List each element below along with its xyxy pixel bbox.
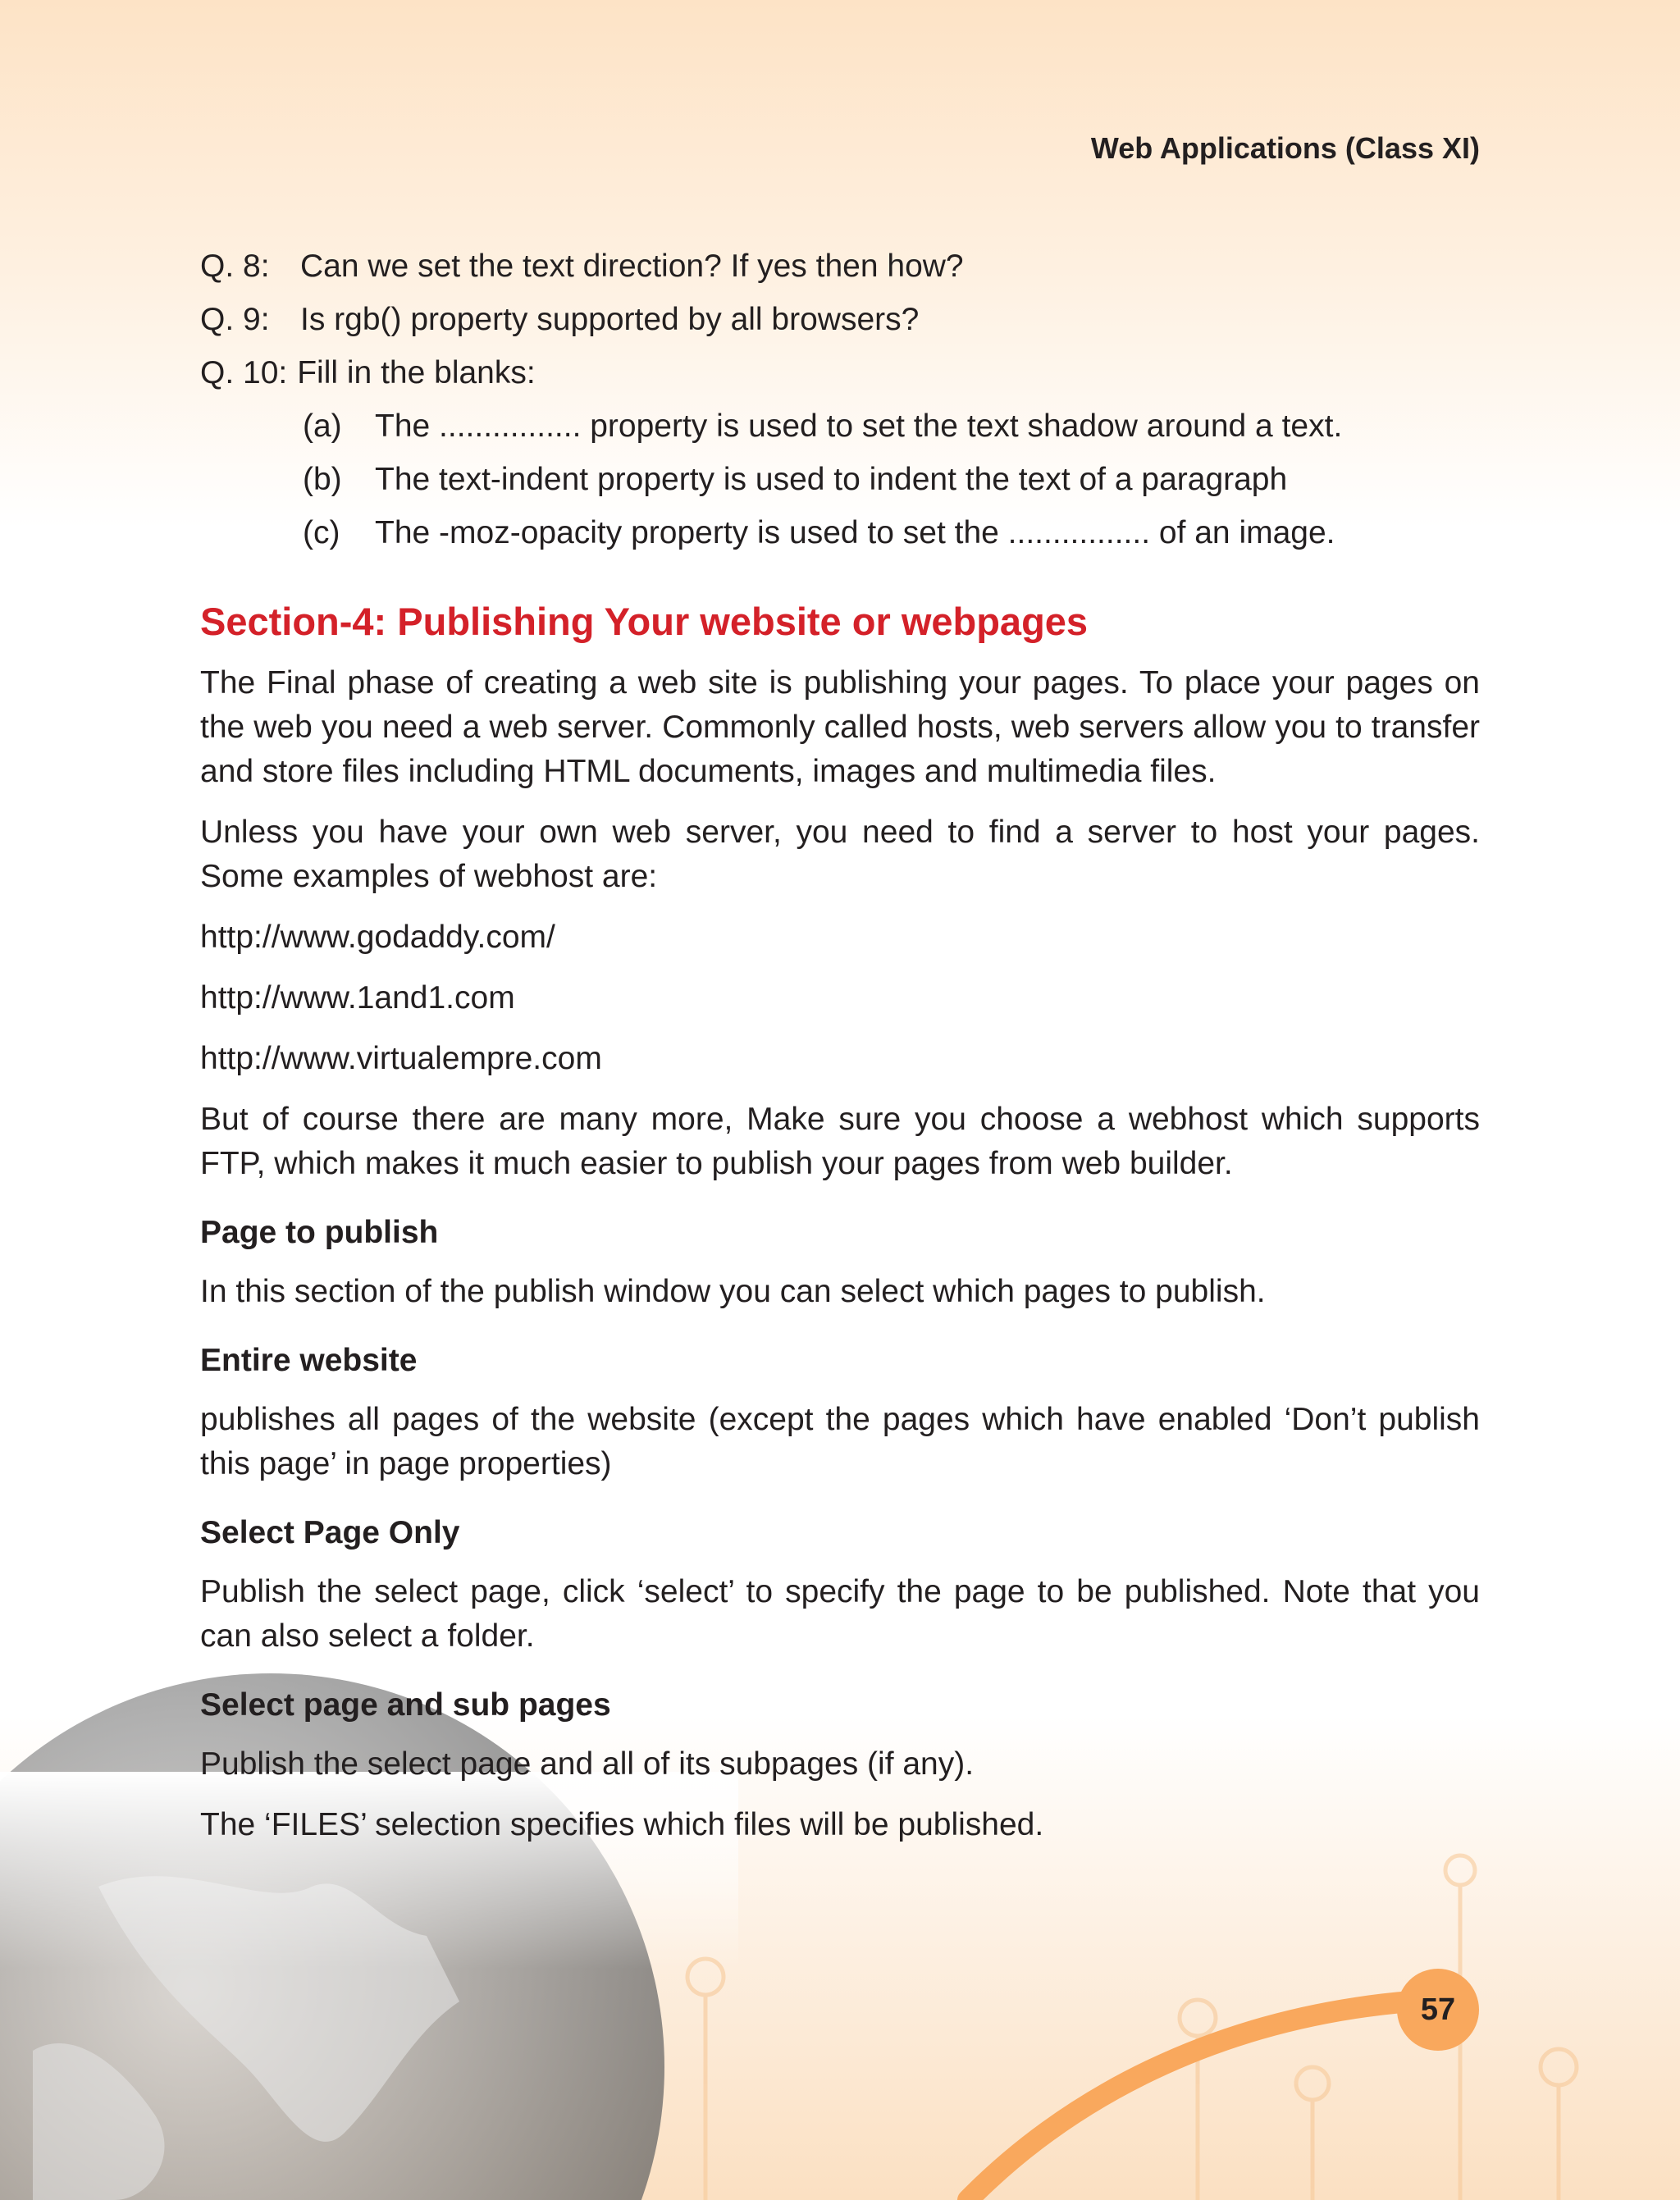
blank-letter: (a) bbox=[303, 408, 342, 444]
question-number: Q. 9: bbox=[200, 301, 270, 337]
blank-item bbox=[303, 453, 1480, 506]
subsection-text: publishes all pages of the website (except the pages which have enabled ‘Don’t publish this page’ in page properties) bbox=[200, 1402, 1480, 1481]
blank-letter: (b) bbox=[303, 461, 342, 497]
page-number: 57 bbox=[1397, 1969, 1479, 2051]
blank-text: The -moz-opacity property is used to set the ................ of an image. bbox=[375, 514, 1335, 550]
blank-text: The ................ property is used to set the text shadow around a text. bbox=[375, 408, 1343, 444]
subsection-text: Publish the select page and all of its subpages (if any). bbox=[200, 1746, 975, 1782]
orange-swoosh bbox=[968, 2001, 1411, 2200]
subsection-heading: Select page and sub pages bbox=[200, 1687, 611, 1723]
blank-letter: (c) bbox=[303, 514, 340, 550]
subsection-text: Publish the select page, click ‘select’ to specify the page to be published. Note that you can also select a folder. bbox=[200, 1574, 1480, 1654]
ftp-paragraph: But of course there are many more, Make sure you choose a webhost which supports FTP, which makes it much easier to publish your pages from web builder. bbox=[200, 1102, 1480, 1181]
page-content bbox=[200, 240, 1480, 1864]
questions-list bbox=[200, 240, 1480, 399]
question-text: Can we set the text direction? If yes then how? bbox=[300, 248, 964, 284]
blank-item bbox=[303, 399, 1480, 453]
question-text: Fill in the blanks: bbox=[297, 354, 536, 390]
question-item bbox=[200, 293, 1480, 346]
subsection-heading: Page to publish bbox=[200, 1215, 439, 1250]
blank-text: The text-indent property is used to indent the text of a paragraph bbox=[375, 461, 1288, 497]
subsection-heading: Select Page Only bbox=[200, 1515, 460, 1550]
running-header: Web Applications (Class XI) bbox=[1090, 131, 1480, 165]
webhost-link[interactable]: http://www.virtualempre.com bbox=[200, 1041, 602, 1076]
webhost-link[interactable]: http://www.1and1.com bbox=[200, 980, 515, 1016]
subsection-text: In this section of the publish window you can select which pages to publish. bbox=[200, 1274, 1266, 1309]
fill-blanks-list bbox=[200, 399, 1480, 559]
subsection-heading: Entire website bbox=[200, 1343, 418, 1378]
question-item bbox=[200, 346, 1480, 399]
closing-paragraph: The ‘FILES’ selection specifies which files will be published. bbox=[200, 1807, 1044, 1842]
webhost-paragraph: Unless you have your own web server, you need to find a server to host your pages. Some examples of webhost are: bbox=[200, 815, 1480, 894]
question-number: Q. 8: bbox=[200, 248, 270, 284]
question-text: Is rgb() property supported by all browsers? bbox=[300, 301, 920, 337]
intro-paragraph: The Final phase of creating a web site is publishing your pages. To place your pages on the web you need a web server. Commonly called hosts, web servers allow you to transfer and store files including HTML documents, images and multimedia files. bbox=[200, 665, 1480, 789]
question-item bbox=[200, 240, 1480, 293]
webhost-link[interactable]: http://www.godaddy.com/ bbox=[200, 920, 555, 955]
blank-item bbox=[303, 506, 1480, 559]
section-heading: Section-4: Publishing Your website or webpages bbox=[200, 600, 1089, 643]
question-number: Q. 10: bbox=[200, 354, 288, 390]
